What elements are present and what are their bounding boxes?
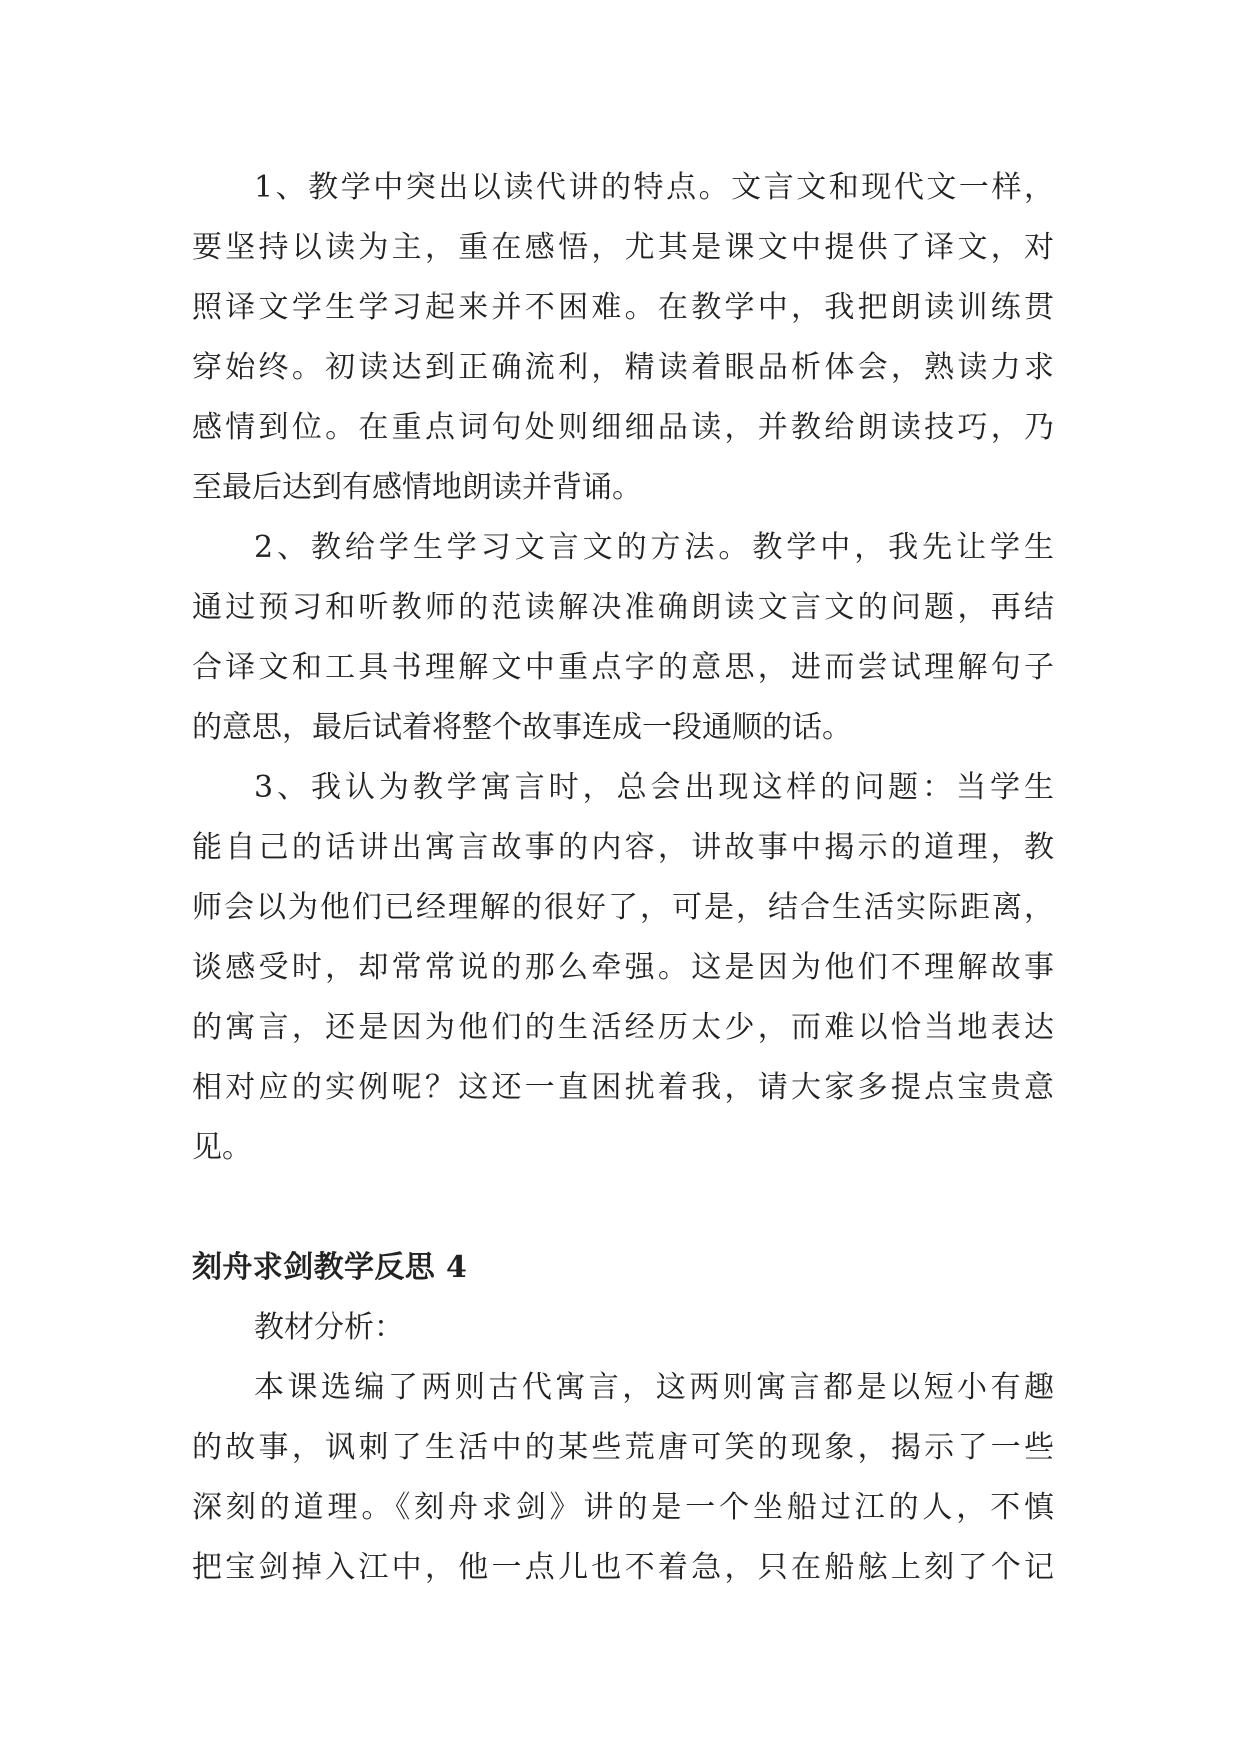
text-line: 照译文学生学习起来并不困难。在教学中，我把朗读训练贯	[192, 290, 1054, 325]
subheading: 教材分析：	[254, 1310, 404, 1345]
text-line: 的意思，最后试着将整个故事连成一段通顺的话。	[192, 710, 852, 745]
text-line: 通过预习和听教师的范读解决准确朗读文言文的问题，再结	[192, 590, 1054, 625]
text-line: 把宝剑掉入江中，他一点儿也不着急，只在船舷上刻了个记	[192, 1550, 1054, 1585]
text-line: 合译文和工具书理解文中重点字的意思，进而尝试理解句子	[192, 650, 1054, 685]
text-line: 师会以为他们已经理解的很好了，可是，结合生活实际距离，	[192, 890, 1054, 925]
text-line: 的故事，讽刺了生活中的某些荒唐可笑的现象，揭示了一些	[192, 1430, 1054, 1465]
text-line: 1、教学中突出以读代讲的特点。文言文和现代文一样，	[254, 170, 1054, 205]
text-line: 深刻的道理。《刻舟求剑》讲的是一个坐船过江的人，不慎	[192, 1490, 1054, 1525]
text-line: 至最后达到有感情地朗读并背诵。	[192, 470, 642, 505]
text-line: 能自己的话讲出寓言故事的内容，讲故事中揭示的道理，教	[192, 830, 1054, 865]
paragraph-3	[192, 758, 1054, 1178]
text-line: 见。	[192, 1130, 252, 1165]
text-line: 穿始终。初读达到正确流利，精读着眼品析体会，熟读力求	[192, 350, 1054, 385]
paragraph-2	[192, 518, 1054, 758]
text-line: 感情到位。在重点词句处则细细品读，并教给朗读技巧，乃	[192, 410, 1054, 445]
text-line: 3、我认为教学寓言时，总会出现这样的问题：当学生	[254, 770, 1054, 805]
text-line: 谈感受时，却常常说的那么牵强。这是因为他们不理解故事	[192, 950, 1054, 985]
paragraph-4	[192, 1358, 1054, 1598]
text-line: 的寓言，还是因为他们的生活经历太少，而难以恰当地表达	[192, 1010, 1054, 1045]
section-title: 刻舟求剑教学反思 4	[192, 1250, 468, 1285]
text-line: 要坚持以读为主，重在感悟，尤其是课文中提供了译文，对	[192, 230, 1054, 265]
document-page	[192, 158, 1054, 1598]
text-line: 2、教给学生学习文言文的方法。教学中，我先让学生	[254, 530, 1054, 565]
paragraph-1	[192, 158, 1054, 518]
text-line: 相对应的实例呢？这还一直困扰着我，请大家多提点宝贵意	[192, 1070, 1054, 1105]
text-line: 本课选编了两则古代寓言，这两则寓言都是以短小有趣	[254, 1370, 1054, 1405]
